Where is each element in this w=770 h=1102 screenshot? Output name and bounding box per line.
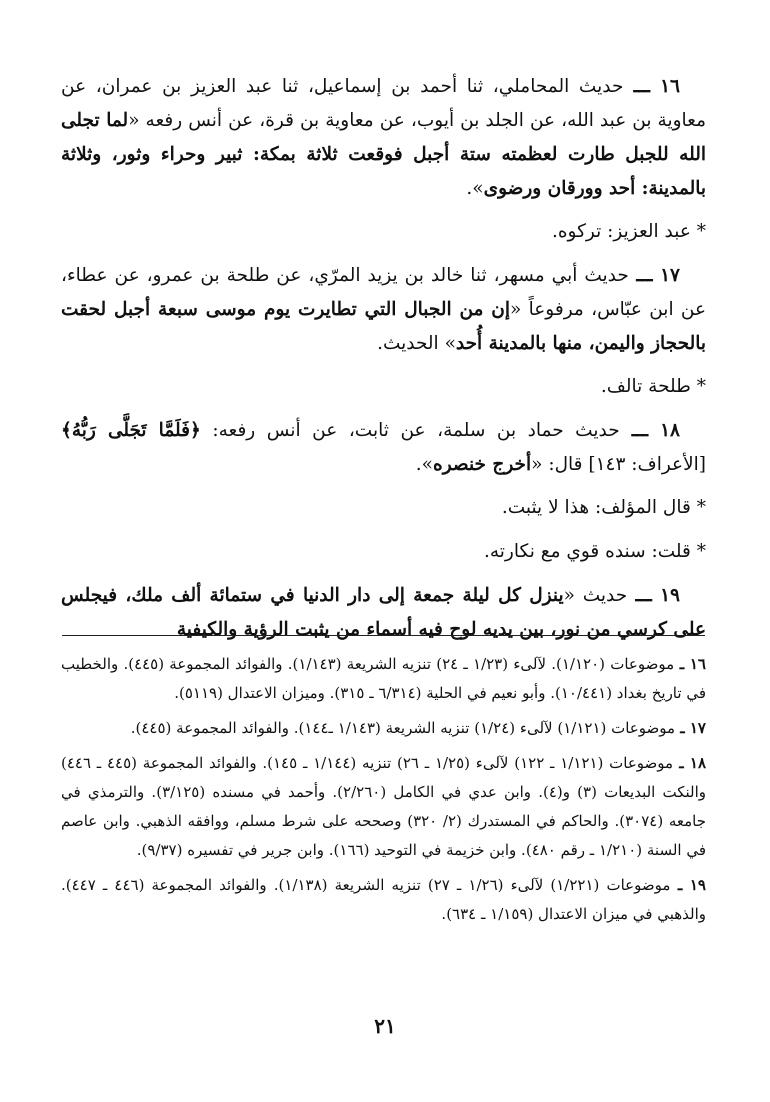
hadith-18: [61, 414, 706, 482]
hadith-isnad: حديث أبي مسهر، ثنا خالد بن يزيد المرّي، عن طلحة بن عمرو، عن عطاء، عن ابن عبّاس، مرفوعاً «: [61, 265, 706, 320]
footnote-number: ١٩: [689, 876, 706, 894]
hadith-17: [61, 259, 706, 361]
footnote-number: ١٧: [689, 719, 706, 737]
verse-reference: [الأعراف: ١٤٣] قال: «: [531, 454, 706, 475]
footnote-dash: ـ: [673, 754, 690, 772]
footnote-dash: ـ: [670, 876, 690, 894]
hadith-closing: ».: [415, 454, 433, 475]
hadith-dash: ـــ: [623, 76, 661, 97]
hadith-closing: ».: [466, 178, 484, 199]
footnote-dash: ـ: [675, 719, 690, 737]
footnote-text: موضوعات (١/٢٢١) لآلىء (١/٢٦ ـ ٢٧) تنزيه الشريعة (١/١٣٨). والفوائد المجموعة (٤٤٦ ـ ٤٤٧). والذهبي في ميزان الاعتدال (١/١٥٩ ـ ٦٣٤).: [61, 876, 706, 923]
hadith-note: * طلحة تالف.: [600, 376, 706, 397]
hadith-dash: ـــ: [627, 585, 661, 606]
footnote-text: موضوعات (١/١٢١ ـ ١٢٢) لآلىء (١/٢٥ ـ ٢٦) تنزيه (١/١٤٤ ـ ١٤٥). والفوائد المجموعة (٤٤٥ ـ ٤٤٦) والنكت البديعات (٣) و(٤). وابن عدي في الكامل (٢/٢٦٠). وأحمد في مسنده (٣/١٢٥). والترمذي في جامعه (٣٠٧٤). والحاكم في المستدرك (٢/ ٣٢٠) وصححه على شرط مسلم، ووافقه الذهبي. وابن عاصم في السنة (١/٢١٠ ـ رقم ٤٨٠). وابن خزيمة في التوحيد (١٦٦). وابن جرير في تفسيره (٩/٣٧).: [61, 754, 707, 859]
footnote-dash: ـ: [674, 655, 690, 673]
footnote-text: موضوعات (١/١٢١) لآلىء (١/٢٤) تنزيه الشريعة (١/١٤٣ ـ١٤٤). والفوائد المجموعة (٤٤٥).: [130, 719, 676, 737]
footnote: [61, 650, 706, 708]
footnote-text: موضوعات (١/١٢٠). لآلىء (١/٢٣ ـ ٢٤) تنزيه الشريعة (١/١٤٣). والفوائد المجموعة (٤٤٥). والخطيب في تاريخ بغداد (١٠/٤٤١). وأبو نعيم في الحلية (٦/٣١٤ ـ ٣١٥). وميزان الاعتدال (٥١١٩).: [61, 655, 706, 702]
footnote-number: ١٦: [689, 655, 706, 673]
hadith-number: ١٨: [660, 420, 680, 441]
hadith-note: * قال المؤلف: هذا لا يثبت.: [501, 497, 706, 518]
page-number: ٢١: [374, 1014, 396, 1038]
hadith-number: ١٧: [660, 265, 680, 286]
hadith-matn: ينزل كل ليلة جمعة إلى دار الدنيا في ستمائة ألف ملك، فيجلس على كرسي من نور، بين يديه لوح فيه أسماء من يثبت الرؤية والكيفية: [61, 585, 706, 640]
hadith-closing: » الحديث.: [377, 333, 456, 354]
footnotes: [61, 650, 706, 935]
hadith-note: * عبد العزيز: تركوه.: [551, 221, 706, 242]
hadith-note: * قلت: سنده قوي مع نكارته.: [483, 541, 706, 562]
hadith-isnad: حديث حماد بن سلمة، عن ثابت، عن أنس رفعه:: [200, 420, 620, 441]
hadith-number: ١٩: [660, 585, 680, 606]
main-text: [61, 70, 706, 656]
footnote-number: ١٨: [689, 754, 707, 772]
hadith-matn: لما تجلى الله للجبل طارت لعظمته ستة أجبل فوقعت ثلاثة بمكة: ثبير وحراء وثور، وثلاثة بالمدينة: أحد وورقان ورضوى: [61, 110, 706, 199]
hadith-isnad: حديث المحاملي، ثنا أحمد بن إسماعيل، ثنا عبد العزيز بن عمران، عن معاوية بن عبد الله، عن الجلد بن أيوب، عن معاوية بن قرة، عن أنس رفعه «: [61, 76, 707, 131]
footnote-separator: [62, 635, 705, 636]
hadith-matn: أخرج خنصره: [433, 454, 532, 475]
hadith-dash: ـــ: [628, 265, 661, 286]
quran-verse: ﴿فَلَمَّا تَجَلَّى رَبُّهُ﴾: [61, 420, 201, 441]
hadith-16: [61, 70, 706, 206]
hadith-dash: ـــ: [619, 420, 661, 441]
footnote: [61, 871, 706, 929]
footnote: [61, 714, 706, 743]
footnote: [61, 749, 706, 865]
hadith-19: [61, 579, 706, 647]
hadith-matn: إن من الجبال التي تطايرت يوم موسى سبعة أجبل لحقت بالحجاز واليمن، منها بالمدينة أُحد: [61, 299, 706, 354]
hadith-number: ١٦: [660, 76, 680, 97]
hadith-isnad: حديث «: [563, 585, 628, 606]
